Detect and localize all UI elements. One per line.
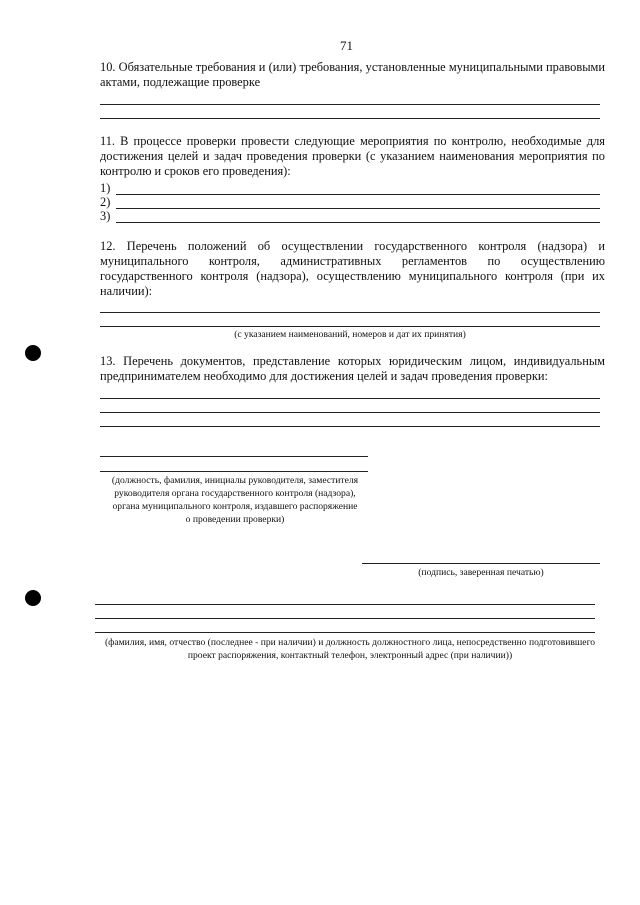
section-10-text: 10. Обязательные требования и (или) требования, установленные муниципальными правовыми актами, подлежащие проверке [100, 60, 605, 89]
section-13-line-1[interactable] [100, 398, 600, 399]
section-10-line-1[interactable] [100, 104, 600, 105]
binder-hole-icon [25, 345, 41, 361]
section-11-item-1-label: 1) [100, 181, 111, 195]
section-13-line-2[interactable] [100, 412, 600, 413]
section-12-line-1[interactable] [100, 312, 600, 313]
signature-line[interactable] [362, 563, 600, 564]
section-11-item-2-label: 2) [100, 195, 111, 209]
head-position-line-2[interactable] [100, 471, 368, 472]
head-position-caption: (должность, фамилия, инициалы руководителя, заместителя руководителя органа государственного контроля (надзора), органа муниципального контроля, издавшего распоряжение о проведении проверки) [111, 475, 359, 525]
section-11-item-2-line[interactable] [116, 208, 600, 209]
binder-hole-icon [25, 590, 41, 606]
section-12-line-2[interactable] [100, 326, 600, 327]
page-number: 71 [340, 38, 353, 53]
preparer-line-1[interactable] [95, 604, 595, 605]
signature-caption: (подпись, заверенная печатью) [418, 567, 544, 578]
section-11-text: 11. В процессе проверки провести следующие мероприятия по контролю, необходимые для достижения целей и задач проведения проверки (с указанием наименования мероприятия по контролю и сроков его проведения): [100, 134, 605, 178]
preparer-line-2[interactable] [95, 618, 595, 619]
section-10-line-2[interactable] [100, 118, 600, 119]
section-11-item-3-label: 3) [100, 209, 111, 223]
section-13-line-3[interactable] [100, 426, 600, 427]
head-position-line-1[interactable] [100, 456, 368, 457]
section-11-item-3-line[interactable] [116, 222, 600, 223]
section-12-caption: (с указанием наименований, номеров и дат их принятия) [234, 329, 466, 340]
preparer-line-3[interactable] [95, 632, 595, 633]
section-13-text: 13. Перечень документов, представление которых юридическим лицом, индивидуальным предпринимателем необходимо для достижения целей и задач проведения проверки: [100, 354, 605, 383]
section-12-text: 12. Перечень положений об осуществлении государственного контроля (надзора) и муниципального контроля, административных регламентов по осуществлению государственного контроля (надзора), осуществлению муниципального контроля (при их наличии): [100, 239, 605, 298]
preparer-caption: (фамилия, имя, отчество (последнее - при наличии) и должность должностного лица, непосредственно подготовившего проект распоряжения, контактный телефон, электронный адрес (при наличии)) [104, 637, 596, 661]
section-11-item-1-line[interactable] [116, 194, 600, 195]
